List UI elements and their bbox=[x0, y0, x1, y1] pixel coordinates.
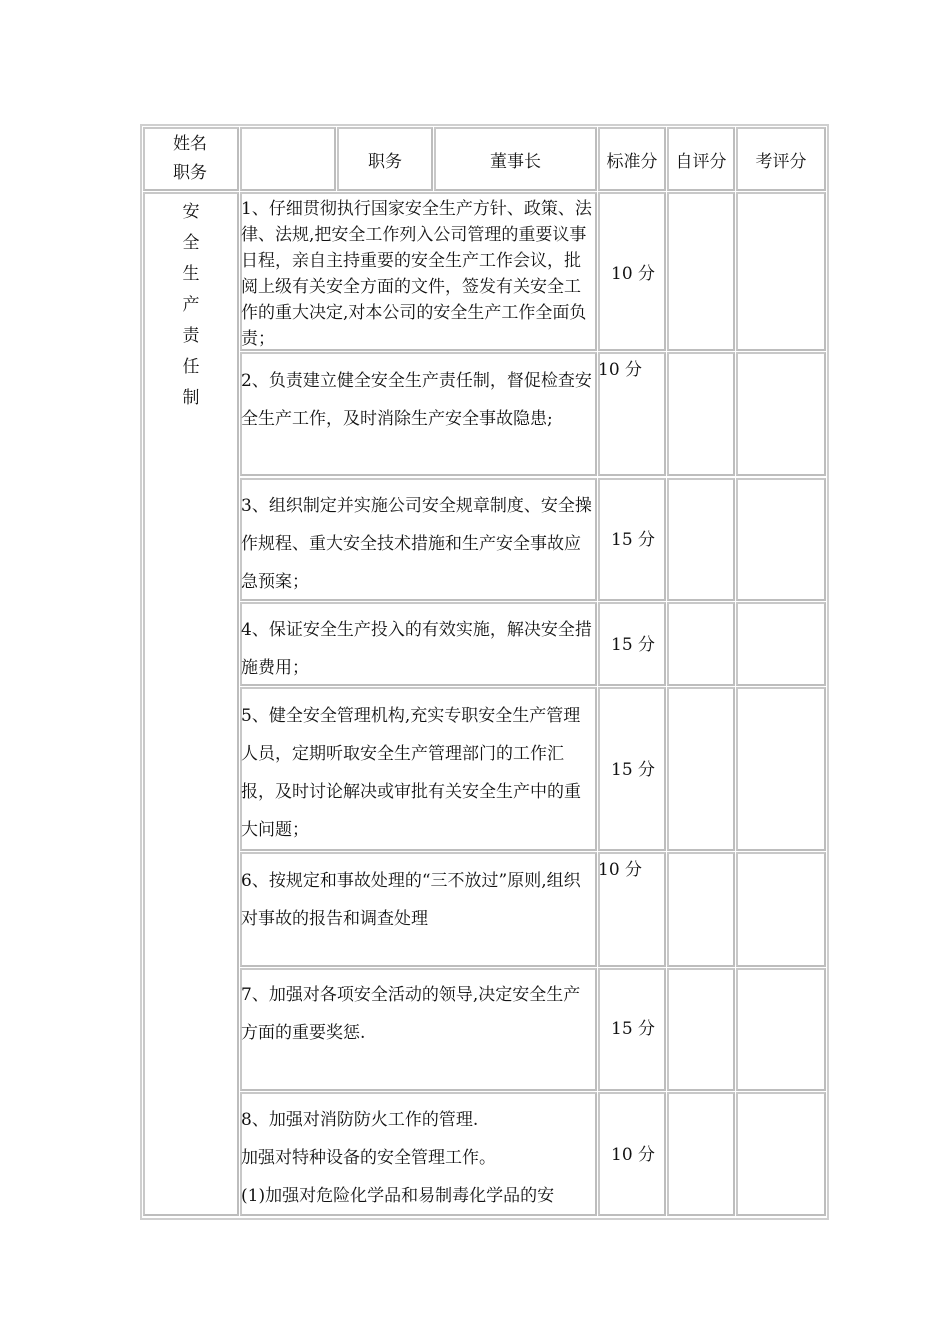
item-score: 10 分 bbox=[611, 264, 656, 284]
section-title-char: 安 bbox=[182, 202, 200, 222]
header-self-cell bbox=[667, 127, 735, 191]
section-title-char: 制 bbox=[182, 388, 200, 408]
section-title-char: 全 bbox=[182, 233, 200, 253]
item-review-cell bbox=[736, 478, 826, 601]
item-score: 10 分 bbox=[598, 860, 643, 880]
header-position-label-cell bbox=[337, 127, 433, 191]
item-review-cell bbox=[736, 192, 826, 351]
item-self-cell bbox=[667, 192, 735, 351]
item-text: 7、加强对各项安全活动的领导,决定安全生产方面的重要奖惩. bbox=[241, 985, 581, 1043]
header-standard-cell bbox=[598, 127, 666, 191]
item-review-cell bbox=[736, 602, 826, 686]
header-name-value-cell bbox=[240, 127, 336, 191]
item-review-cell bbox=[736, 1092, 826, 1216]
item-text-block bbox=[241, 1101, 597, 1215]
item-score: 15 分 bbox=[611, 635, 656, 655]
section-title-char: 产 bbox=[182, 295, 200, 315]
item-self-cell bbox=[667, 478, 735, 601]
header-col-position: 职务 bbox=[368, 151, 402, 172]
item-score: 15 分 bbox=[611, 1019, 656, 1039]
item-text: 6、按规定和事故处理的“三不放过”原则,组织对事故的报告和调查处理 bbox=[241, 871, 581, 929]
header-review-cell bbox=[736, 127, 826, 191]
item-self-cell bbox=[667, 687, 735, 851]
header-name-position-cell bbox=[143, 127, 239, 191]
item-text-line: (1)加强对危险化学品和易制毒化学品的安 bbox=[241, 1186, 555, 1206]
header-position-value-cell bbox=[434, 127, 597, 191]
item-self-cell bbox=[667, 968, 735, 1091]
section-title-char: 生 bbox=[182, 264, 200, 284]
item-text: 1、仔细贯彻执行国家安全生产方针、政策、法律、法规,把安全工作列入公司管理的重要议事日程，亲自主持重要的安全生产工作会议，批阅上级有关安全方面的文件，签发有关安全工作的重大决定,对本公司的安全生产工作全面负责； bbox=[241, 199, 592, 348]
item-self-cell bbox=[667, 852, 735, 967]
item-score: 10 分 bbox=[611, 1145, 656, 1165]
section-title-cell bbox=[143, 192, 239, 1216]
item-text: 3、组织制定并实施公司安全规章制度、安全操作规程、重大安全技术措施和生产安全事故应急预案； bbox=[241, 496, 592, 592]
item-review-cell bbox=[736, 968, 826, 1091]
item-review-cell bbox=[736, 687, 826, 851]
item-text: 4、保证安全生产投入的有效实施，解决安全措施费用； bbox=[241, 620, 592, 678]
item-score: 15 分 bbox=[611, 760, 656, 780]
header-col-position-value: 董事长 bbox=[490, 151, 541, 172]
item-self-cell bbox=[667, 352, 735, 476]
item-self-cell bbox=[667, 1092, 735, 1216]
header-col-standard: 标准分 bbox=[606, 151, 658, 172]
header-position-label: 职务 bbox=[173, 163, 207, 183]
item-text: 2、负责建立健全安全生产责任制，督促检查安全生产工作，及时消除生产安全事故隐患; bbox=[241, 371, 592, 429]
section-title-char: 责 bbox=[182, 326, 200, 346]
item-score: 15 分 bbox=[611, 530, 656, 550]
item-text: 5、健全安全管理机构,充实专职安全生产管理人员，定期听取安全生产管理部门的工作汇报，及时讨论解决或审批有关安全生产中的重大问题； bbox=[241, 706, 581, 840]
item-self-cell bbox=[667, 602, 735, 686]
item-review-cell bbox=[736, 852, 826, 967]
header-col-self: 自评分 bbox=[675, 151, 727, 172]
item-text: 8、加强对消防防火工作的管理. bbox=[241, 1110, 479, 1130]
item-score: 10 分 bbox=[598, 360, 643, 380]
header-col-review: 考评分 bbox=[755, 151, 807, 172]
item-text-line: 加强对特种设备的安全管理工作。 bbox=[241, 1148, 496, 1168]
header-name-label: 姓名 bbox=[173, 134, 207, 154]
item-review-cell bbox=[736, 352, 826, 476]
section-title-char: 任 bbox=[182, 357, 200, 377]
